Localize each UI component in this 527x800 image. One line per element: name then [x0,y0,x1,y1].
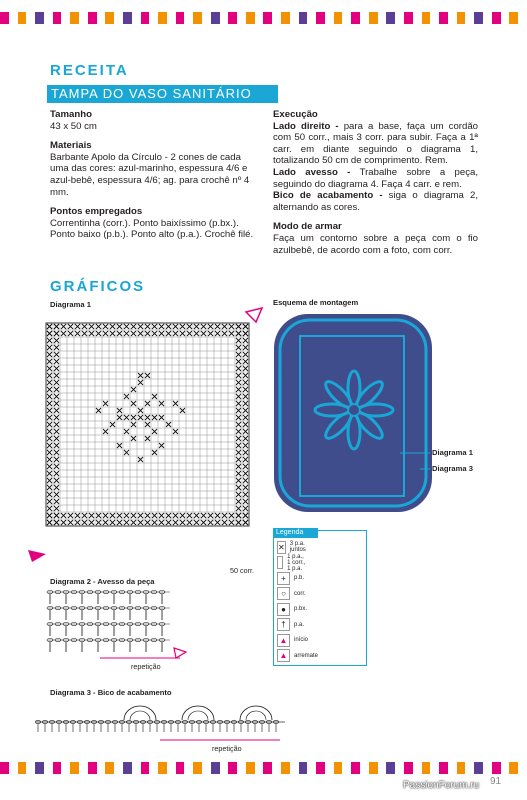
band-segment [439,12,448,24]
band-segment [141,762,150,774]
band-segment [492,12,501,24]
band-segment [220,762,229,774]
execucao-heading: Execução [273,109,318,120]
legend-text: p.b. [294,575,305,581]
band-segment [299,762,308,774]
band-segment [404,762,413,774]
band-segment [202,762,211,774]
bico-paragraph [273,190,478,213]
band-segment [334,762,343,774]
band-segment [61,762,70,774]
diagram2-label: Diagrama 2 - Avesso da peça [50,577,155,586]
legend-title: Legenda [273,528,318,538]
band-segment [422,12,431,24]
band-segment [316,12,325,24]
legend-text: corr. [294,590,306,597]
legend-item [277,649,318,663]
page-number: 91 [490,776,502,787]
band-segment [228,762,237,774]
band-segment [0,12,9,24]
band-segment [255,762,264,774]
band-segment [439,762,448,774]
band-segment [404,12,413,24]
band-segment [26,12,35,24]
band-segment [448,12,457,24]
band-segment [360,762,369,774]
band-segment [211,762,220,774]
band-segment [18,12,27,24]
band-segment [342,762,351,774]
esquema-illustration [272,312,482,520]
diagram1-start-arrow [246,308,262,322]
band-segment [88,12,97,24]
lado-direito-label: Lado direito - [273,120,339,132]
diagram1-note: 50 corr. [230,566,254,575]
band-segment [167,12,176,24]
legend-text: arremate [294,652,319,659]
band-segment [509,762,518,774]
band-segment [228,12,237,24]
band-segment [202,12,211,24]
picot-arc-inner [188,711,208,720]
band-segment [299,12,308,24]
diagram1-chart [28,306,268,576]
picot-arc [124,706,156,720]
picot-arc-inner [246,711,266,720]
band-segment [193,762,202,774]
legend-item [277,618,304,632]
modo-text: Faça um contorno sobre a peça com o fio azulbebê, de acordo com a foto, com corr. [273,232,478,256]
diagram3-chart [30,696,290,746]
band-segment [360,12,369,24]
band-segment [307,762,316,774]
band-segment [307,12,316,24]
band-segment [325,762,334,774]
band-segment [35,12,44,24]
legend-text: p.bx. [294,606,308,612]
band-segment [351,12,360,24]
band-segment [501,12,510,24]
section-heading-receita: RECEITA [50,62,129,79]
band-segment [263,762,272,774]
band-segment [220,12,229,24]
band-segment [369,12,378,24]
band-segment [70,762,79,774]
legend-item [277,571,304,585]
materiais-heading: Materiais [50,140,92,152]
bico-label: Bico de acabamento - [273,190,383,202]
band-segment [448,762,457,774]
band-segment [430,12,439,24]
tamanho-heading: Tamanho [50,109,92,120]
recipe-title: TAMPA DO VASO SANITÁRIO [47,85,278,103]
lado-direito-paragraph [273,121,478,167]
band-segment [97,12,106,24]
band-segment [457,12,466,24]
band-segment [53,12,62,24]
esquema-d3-label: Diagrama 3 [432,464,473,473]
band-segment [79,12,88,24]
band-segment [132,762,141,774]
band-segment [509,12,518,24]
band-segment [0,762,9,774]
band-segment [149,12,158,24]
band-segment [88,762,97,774]
bico-text: siga o diagrama 2, alternando as cores. [273,190,478,213]
band-segment [457,762,466,774]
legend-symbol-icon: ● [277,603,290,616]
legend-item [277,553,307,572]
band-segment [44,762,53,774]
esquema-d1-label: Diagrama 1 [432,448,473,457]
band-segment [176,12,185,24]
band-segment [386,12,395,24]
band-segment [316,762,325,774]
band-segment [395,12,404,24]
band-segment [114,762,123,774]
lado-direito-text: para a base, faça um cordão com 50 corr., mais 3 corr. para subir. Faça a 1ª carr. em diante seguindo o diagrama 1, totalizando 50 cm de comprimento. Rem. [273,120,478,167]
legend-symbol-icon: ✕ [278,542,285,552]
legend-text: 1 p.a., 1 corr., 1 p.a. [287,553,306,572]
lado-avesso-paragraph [273,167,478,190]
band-segment [237,762,246,774]
diagram1-label: Diagrama 1 [50,300,91,309]
band-segment [9,762,18,774]
band-segment [123,762,132,774]
legend-text: 3 p.a. juntos [289,541,306,553]
band-segment [430,762,439,774]
band-segment [290,762,299,774]
band-segment [334,12,343,24]
band-segment [518,762,527,774]
legend-item [277,633,308,647]
legend-symbol-icon: ▲ [277,649,290,662]
modo-heading: Modo de armar [273,221,342,233]
esquema-label: Esquema de montagem [273,298,359,307]
band-segment [123,12,132,24]
band-segment [184,12,193,24]
picot-arc [240,706,272,720]
section-heading-graficos: GRÁFICOS [50,278,146,295]
band-segment [9,12,18,24]
legend-symbol-icon: ○ [277,587,290,600]
band-segment [422,762,431,774]
band-segment [483,12,492,24]
band-segment [132,12,141,24]
band-segment [18,762,27,774]
diagram2-repeat: repetição [131,662,161,671]
band-segment [26,762,35,774]
bottom-color-band [0,762,527,774]
pontos-heading: Pontos empregados [50,206,143,218]
band-segment [246,762,255,774]
band-segment [263,12,272,24]
band-segment [158,762,167,774]
band-segment [184,762,193,774]
watermark: PassionForum.ru [403,780,480,791]
picot-arc-inner [130,711,150,720]
legend-item [277,602,307,616]
band-segment [465,12,474,24]
band-segment [386,762,395,774]
tamanho-text: 43 x 50 cm [50,120,97,132]
pontos-text: Correntinha (corr.). Ponto baixíssimo (p.bx.). Ponto baixo (p.b.). Ponto alto (p.a.). Crochê filé. [50,217,254,241]
top-color-band [0,12,527,24]
band-segment [176,762,185,774]
legend-item [277,587,306,601]
band-segment [167,762,176,774]
diagram2-chart [40,586,190,666]
band-segment [35,762,44,774]
band-segment [193,12,202,24]
band-segment [474,762,483,774]
band-segment [351,762,360,774]
left-column [50,109,255,249]
diagram3-label: Diagrama 3 - Bico de acabamento [50,688,172,697]
band-segment [105,12,114,24]
band-segment [342,12,351,24]
band-segment [141,12,150,24]
diagram3-repeat: repetição [212,744,242,753]
band-segment [378,762,387,774]
band-segment [149,762,158,774]
band-segment [79,762,88,774]
band-segment [290,12,299,24]
band-segment [97,762,106,774]
legend-text: p.a. [294,621,305,628]
materiais-text: Barbante Apolo da Círculo - 2 cones de cada uma das cores: azul-marinho, espessura 4/6 e azul-bebê, espessura 4/6; ag. para crochê nº 4 mm. [50,151,250,198]
legend-text: início [294,637,309,643]
band-segment [325,12,334,24]
band-segment [53,762,62,774]
band-segment [413,762,422,774]
band-segment [281,762,290,774]
band-segment [413,12,422,24]
band-segment [237,12,246,24]
band-segment [369,762,378,774]
right-column [273,109,478,264]
band-segment [501,762,510,774]
legend-symbol-icon: ▲ [277,634,290,647]
band-segment [395,762,404,774]
band-segment [158,12,167,24]
picot-arc [182,706,214,720]
diagram1-end-arrow [28,550,46,562]
band-segment [518,12,527,24]
lado-avesso-label: Lado avesso - [273,166,351,178]
band-segment [255,12,264,24]
band-segment [114,12,123,24]
band-segment [246,12,255,24]
legend-symbol-icon: + [277,572,290,585]
band-segment [281,12,290,24]
band-segment [105,762,114,774]
band-segment [465,762,474,774]
legend-item [277,540,310,554]
legend-symbol-icon: † [277,618,290,631]
band-segment [211,12,220,24]
band-segment [492,762,501,774]
band-segment [378,12,387,24]
band-segment [272,762,281,774]
band-segment [61,12,70,24]
band-segment [44,12,53,24]
band-segment [474,12,483,24]
lado-avesso-text: Trabalhe sobre a peça, seguindo do diagrama 4. Faça 4 carr. e rem. [273,166,478,190]
legend-symbol-icon [277,556,283,569]
band-segment [70,12,79,24]
diagram2-arrow [174,648,186,658]
band-segment [272,12,281,24]
band-segment [483,762,492,774]
